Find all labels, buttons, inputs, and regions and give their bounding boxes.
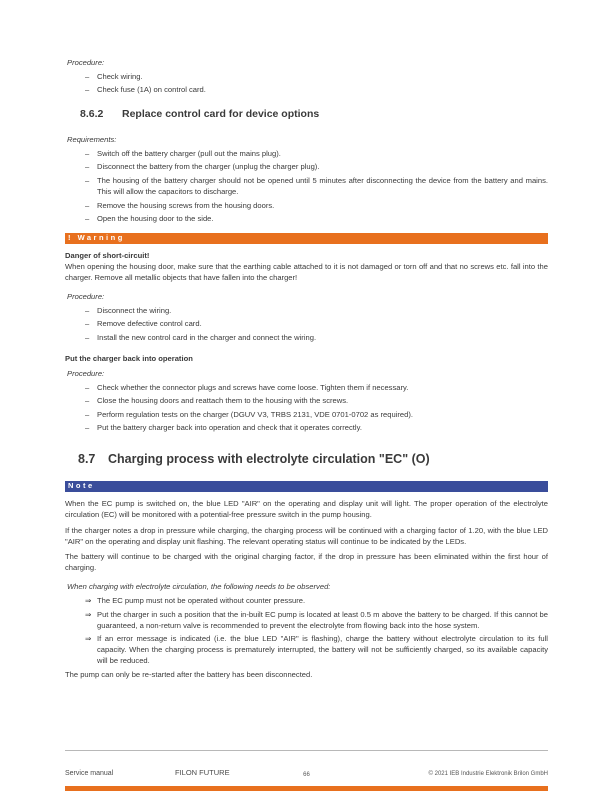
dash-bullet: – [85,85,90,95]
list-item [85,609,548,631]
list-item-text: Put the battery charger back into operation and check that it operates correctly. [97,423,362,433]
list-item [85,395,548,406]
page-footer [65,766,548,780]
list-item [85,148,548,159]
section-number: 8.7 [78,452,96,467]
list-item [85,71,548,82]
arrow-bullet: ⇒ [85,595,92,605]
warning-title: Danger of short-circuit! [65,251,150,261]
section-heading-87 [78,452,548,467]
subheading-back-into-operation: Put the charger back into operation [65,353,193,363]
dash-bullet: – [85,409,90,419]
section-title: Charging process with electrolyte circulation "EC" (O) [108,452,430,467]
list-item-text: Check whether the connector plugs and screws have come loose. Tighten them if necessary. [97,382,409,392]
dash-bullet: – [85,382,90,392]
procedure-replace-label: Procedure: [67,292,105,302]
dash-bullet: – [85,423,90,433]
list-item [85,318,548,329]
list-item [85,595,548,606]
page-content [65,57,548,680]
arrow-bullet: ⇒ [85,634,92,644]
dash-bullet: – [85,319,90,329]
footer-accent-bar [65,786,548,791]
dash-bullet: – [85,332,90,342]
arrow-bullet: ⇒ [85,609,92,619]
dash-bullet: – [85,162,90,172]
list-item [85,84,548,95]
requirements-label: Requirements: [67,135,117,145]
dash-bullet: – [85,214,90,224]
procedure-restart-list [65,382,548,434]
dash-bullet: – [85,148,90,158]
list-item-text: Perform regulation tests on the charger (DGUV V3, TRBS 2131, VDE 0701-0702 as required). [97,409,414,419]
list-item [85,332,548,343]
paragraph: When the EC pump is switched on, the blue LED "AIR" on the operating and display unit will light. The proper operation of the electrolyte circulation (EC) will be monitored with a potential-free pressure switch in the pump housing. [65,499,548,520]
list-item [85,409,548,420]
list-item-text: Close the housing doors and reattach them to the housing with the screws. [97,396,349,406]
intro-procedure-label: Procedure: [67,58,105,67]
list-item [85,161,548,172]
note-banner: Note [65,481,548,492]
list-item-text: Remove defective control card. [97,319,202,329]
list-item [85,213,548,224]
footer-product-name: FILON FUTURE [175,768,230,777]
list-item-text: The housing of the battery charger should not be opened until 5 minutes after disconnecting the device from the battery and mains. This will allow the capacitors to discharge. [97,175,548,196]
closing-line: The pump can only be re-started after the battery has been disconnected. [65,669,313,679]
list-item-text: The EC pump must not be operated without counter pressure. [97,595,306,605]
list-item-text: Disconnect the battery from the charger (unplug the charger plug). [97,162,320,172]
list-item-text: Check wiring. [97,71,143,81]
observe-list [65,595,548,666]
dash-bullet: – [85,305,90,315]
list-item-text: Switch off the battery charger (pull out the mains plug). [97,148,281,158]
list-item [85,305,548,316]
list-item [85,382,548,393]
footer-page-number: 66 [303,772,310,778]
dash-bullet: – [85,175,90,185]
list-item [85,422,548,433]
list-item [85,175,548,197]
paragraph: The battery will continue to be charged with the original charging factor, if the drop in pressure has been eliminated within the first hour of charging. [65,552,548,573]
dash-bullet: – [85,200,90,210]
list-item-text: Open the housing door to the side. [97,214,214,224]
list-item-text: Check fuse (1A) on control card. [97,85,206,95]
requirements-list [65,148,548,224]
warning-body: When opening the housing door, make sure that the earthing cable attached to it is not damaged or torn off and that no screws etc. fall into the charger. Remove all metallic objects that have fallen into the charger! [65,262,548,283]
procedure-replace-list [65,305,548,343]
section-number: 8.6.2 [80,108,104,121]
list-item-text: Install the new control card in the charger and connect the wiring. [97,332,317,342]
list-item [85,633,548,666]
list-item-text: Disconnect the wiring. [97,305,172,315]
dash-bullet: – [85,396,90,406]
list-item-text: Put the charger in such a position that the in-built EC pump is located at least 0.5 m above the battery to be charged. If this cannot be guaranteed, a non-return valve is recommended to prevent the electrolyte from flowing back into the hose system. [97,609,548,630]
list-item-text: If an error message is indicated (i.e. the blue LED "AIR" is flashing), charge the battery without electrolyte circulation to its full capacity. When the charging process is prematurely interrupted, the battery will not be sufficiently charged, so its available capacity will be reduced. [97,634,548,666]
observe-intro: When charging with electrolyte circulation, the following needs to be observed: [67,582,331,592]
section-heading-862 [80,108,548,121]
footer-copyright: © 2021 IEB Industrie Elektronik Brilon GmbH [428,771,548,777]
footer-doc-type: Service manual [65,770,114,777]
list-item [85,200,548,211]
warning-banner: ! Warning [65,233,548,244]
paragraph: If the charger notes a drop in pressure while charging, the charging process will be continued with a charging factor of 1.20, with the blue LED "AIR" on the operating and display unit flashing. The relevant operating status will continue to be indicated by the LEDs. [65,525,548,546]
dash-bullet: – [85,71,90,81]
procedure-restart-label: Procedure: [67,368,105,378]
footer-divider [65,750,548,751]
section-title: Replace control card for device options [122,108,320,121]
intro-procedure-list [65,71,548,96]
list-item-text: Remove the housing screws from the housing doors. [97,200,275,210]
